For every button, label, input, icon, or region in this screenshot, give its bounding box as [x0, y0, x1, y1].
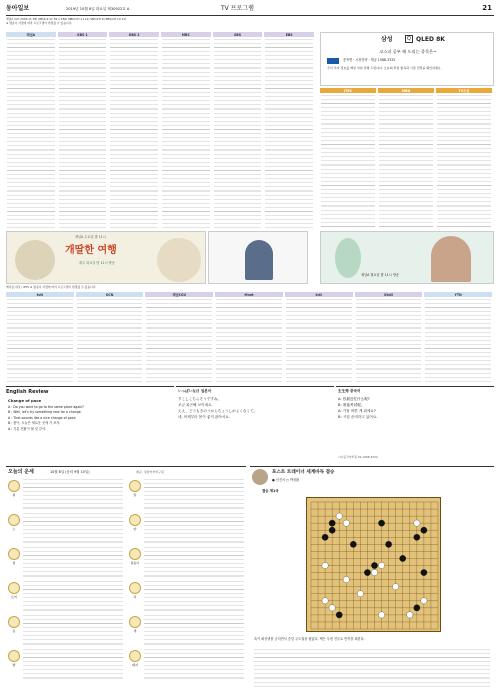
chinese-line: B: 시험 준비하고 있어요. [338, 415, 378, 420]
masthead [6, 4, 494, 16]
horoscope [6, 466, 246, 688]
zodiac-label: 닭 [133, 595, 137, 599]
black-stone [378, 520, 384, 526]
english-title: English Review [6, 389, 49, 395]
japanese-line: 조금 피곤해 보이네요. [178, 402, 213, 407]
cable-column-header: MBN [378, 88, 434, 93]
cable-column [320, 88, 376, 228]
tv-column-header: KBS 2 [109, 32, 159, 37]
cable-schedule-listing [437, 95, 491, 228]
baduk-title: 포스트 트레이너 세계바둑 결승 [272, 470, 335, 475]
zodiac-label: 말 [133, 493, 137, 497]
ad-logo-icon [327, 58, 339, 64]
white-stone [322, 562, 328, 568]
bottom-column [145, 292, 213, 384]
bottom-column-header: 채널CGV [145, 292, 213, 297]
zodiac-icon [8, 582, 20, 594]
bottom-column [6, 292, 74, 384]
chinese-line: A: 가장 바쁜 게 뭐예요? [338, 409, 376, 414]
samsung-ad [320, 32, 494, 86]
promo-caption: 채널A 수요일 밤 11시 [75, 235, 106, 239]
bottom-column-header: YTN [424, 292, 492, 297]
black-stone [414, 534, 420, 540]
english-line: A : Do you want to go to the same place again? [8, 404, 84, 409]
tv-column [213, 32, 263, 228]
tv-schedule-listing [7, 39, 55, 228]
bottom-schedule-listing [216, 299, 282, 384]
zodiac-label: 뱀 [12, 663, 16, 667]
zodiac-fortune-text [144, 649, 244, 680]
white-stone [414, 520, 420, 526]
zodiac-fortune-text [23, 547, 123, 578]
bottom-schedule-listing [146, 299, 212, 384]
bottom-column-header: tvN [6, 292, 74, 297]
bottom-schedule-listing [356, 299, 422, 384]
english-item: Change of pace [8, 397, 42, 403]
zodiac-icon [129, 616, 141, 628]
bottom-schedule-listing [286, 299, 352, 384]
white-stone [357, 591, 363, 597]
ad-brand: 삼성 [381, 36, 393, 43]
white-stone [343, 520, 349, 526]
chinese-footer: 시사중국어학원 02-1588-3234 [338, 455, 378, 460]
english-line: B : Well, let's try something new for a change. [8, 410, 82, 415]
tv-schedule-listing [265, 39, 313, 228]
zodiac-fortune-text [144, 513, 244, 544]
anchor-photo [431, 236, 471, 282]
bottom-schedule [6, 292, 494, 384]
english-line: B : 좋아, 오늘은 새로운 곳에 가 보자. [8, 421, 61, 426]
zodiac-fortune-text [144, 547, 244, 578]
ad-body: 주식 투자 정보를 매일 아침 전해 드립니다. 오늘의 추천 종목과 시장 전망을 확인하세요. [327, 66, 442, 70]
baduk-column [250, 466, 494, 688]
zodiac-icon [129, 548, 141, 560]
bottom-column [76, 292, 144, 384]
zodiac-fortune-text [144, 581, 244, 612]
tv-column-header: 채널A [6, 32, 56, 37]
baduk-players: ● 신진서 ○ 박정환 [272, 478, 300, 482]
promo-right [320, 231, 494, 284]
dog-illustration [157, 238, 201, 282]
zodiac-icon [129, 480, 141, 492]
zodiac-label: 쥐 [12, 493, 16, 497]
cable-schedule [320, 88, 494, 228]
japanese-line: 네, 어제부터 몸이 좋지 않아서요. [178, 415, 230, 420]
tv-column-header: KBS 1 [58, 32, 108, 37]
japanese-line: すこしこちらそうですね。 [178, 396, 222, 401]
black-stone [329, 520, 335, 526]
zodiac-icon [129, 650, 141, 662]
tv-column [264, 32, 314, 228]
zodiac-icon [8, 650, 20, 662]
japanese-line: ええ、どうもきのうからちょうしがよくなくて。 [178, 409, 258, 414]
section-title: TV 프로그램 [221, 5, 254, 12]
zodiac-label: 범 [12, 561, 16, 565]
page-number: 21 [482, 4, 492, 12]
cable-schedule-listing [379, 95, 433, 228]
zodiac-icon [129, 514, 141, 526]
black-stone [336, 612, 342, 618]
leaf-icon [335, 238, 361, 278]
cable-schedule-listing [321, 95, 375, 228]
black-stone [371, 562, 377, 568]
white-stone [371, 569, 377, 575]
issue-date: 2019년 10월 8일 화요일 제30922호 A [66, 7, 130, 11]
paper-name: 동아일보 [6, 5, 30, 12]
tv-schedule [6, 32, 316, 228]
bottom-schedule-listing [77, 299, 143, 384]
bottom-column-header: Mnet [215, 292, 283, 297]
bottom-ticker: 케이블·위성 / IPTV ※ 방송사 사정에 따라 프로그램이 변경될 수 있습니다. [6, 285, 97, 289]
zodiac-label: 개 [133, 629, 137, 633]
tv-schedule-listing [59, 39, 107, 228]
tv-column [161, 32, 211, 228]
host-photo [245, 240, 273, 280]
tv-column-header: MBC [161, 32, 211, 37]
baduk-game: 결승 제1국 [262, 489, 279, 493]
zodiac-fortune-text [23, 649, 123, 680]
white-stone [407, 612, 413, 618]
chinese-line: A: 你最近忙什么呢? [338, 396, 370, 401]
white-stone [378, 562, 384, 568]
zodiac-label: 돼지 [132, 663, 138, 667]
channel-ticker [6, 18, 494, 30]
bottom-schedule-listing [7, 299, 73, 384]
cable-column-header: TV조선 [436, 88, 492, 93]
black-stone [322, 534, 328, 540]
white-stone [322, 598, 328, 604]
zodiac-icon [129, 582, 141, 594]
zodiac-icon [8, 616, 20, 628]
zodiac-fortune-text [23, 615, 123, 646]
chinese-box [336, 386, 494, 462]
bottom-column-header: XtvN [355, 292, 423, 297]
white-stone [392, 583, 398, 589]
zodiac-fortune-text [23, 479, 123, 510]
zodiac-fortune-text [144, 479, 244, 510]
tv-column-header: EBS [264, 32, 314, 37]
baduk-article-body [254, 649, 490, 687]
horoscope-title: 오늘의 운세 [8, 469, 34, 475]
black-stone [421, 569, 427, 575]
bottom-column-header: tvN [285, 292, 353, 297]
cable-column [378, 88, 434, 228]
horoscope-date: 10월 8일 (음력 9월 10일) [50, 470, 90, 474]
black-stone [350, 541, 356, 547]
zodiac-icon [8, 480, 20, 492]
promo-right-caption: 채널A 월요일 밤 11시 방송 [361, 273, 400, 277]
bottom-column [285, 292, 353, 384]
black-stone [414, 605, 420, 611]
zodiac-label: 토끼 [11, 595, 17, 599]
black-stone [421, 527, 427, 533]
black-stone [385, 541, 391, 547]
white-stone [343, 576, 349, 582]
cable-column-header: JTBC [320, 88, 376, 93]
white-stone [329, 605, 335, 611]
bottom-column-header: OCN [76, 292, 144, 297]
bottom-schedule-listing [425, 299, 491, 384]
tv-schedule-listing [214, 39, 262, 228]
japanese-box [176, 386, 334, 462]
bottom-column [424, 292, 492, 384]
zodiac-label: 소 [12, 527, 16, 531]
english-review [6, 386, 174, 462]
ad-sub: 종목명 · 시장전략 · 제공 1588-3333 [343, 58, 396, 62]
bottom-column [215, 292, 283, 384]
chinese-line: B: 准备考试呢。 [338, 402, 365, 407]
tv-column [109, 32, 159, 228]
black-stone [364, 569, 370, 575]
zodiac-fortune-text [144, 615, 244, 646]
white-stone [421, 598, 427, 604]
zodiac-label: 용 [12, 629, 16, 633]
cable-column [436, 88, 492, 228]
people-illustration [15, 240, 55, 280]
black-stone [329, 527, 335, 533]
zodiac-label: 원숭이 [130, 561, 140, 565]
white-stone [378, 612, 384, 618]
tv-schedule-listing [162, 39, 210, 228]
q-logo-icon: Q [405, 35, 413, 43]
tv-schedule-listing [110, 39, 158, 228]
ad-product: QLED 8K [416, 36, 445, 43]
chinese-title: 生生秀 중국어 [338, 389, 361, 393]
go-board [306, 497, 441, 632]
zodiac-fortune-text [23, 513, 123, 544]
japanese-title: いっぱいな日 일본어 [178, 389, 212, 393]
bottom-column [355, 292, 423, 384]
baduk-caption: 흑이 좌상귀를 굳히면서 중앙 주도권을 잡았다. 백은 우변 전투로 반격을 꾀한다. [254, 637, 365, 641]
tv-column-header: SBS [213, 32, 263, 37]
ticker-line-1: 채널A (CH 2009·11·59) KBS1(9·11·59·1·189) MBC(CH 11·12) SBS(CH 6) EBS(CH 10·11) [6, 17, 127, 21]
zodiac-label: 양 [133, 527, 137, 531]
black-stone [400, 555, 406, 561]
white-stone [336, 513, 342, 519]
promo-subtitle: 매주 화요일 밤 11시 방송 [79, 261, 115, 265]
promo-banner [6, 231, 206, 284]
tv-column [58, 32, 108, 228]
ad-headline: 코스피 공부 해 드리는 종목은~ [379, 49, 437, 54]
english-line: A : 기분 전환이 될 것 같아. [8, 426, 47, 431]
player-photo [252, 469, 268, 485]
ticker-line-2: ※ 방송사 사정에 따라 프로그램이 변경될 수 있습니다. [6, 20, 73, 25]
promo-center [208, 231, 308, 284]
zodiac-fortune-text [23, 581, 123, 612]
horoscope-source: 제공: 정통역학연구원 [136, 470, 165, 474]
english-line: A : That sounds like a nice change of pace. [8, 415, 77, 420]
zodiac-icon [8, 548, 20, 560]
tv-column [6, 32, 56, 228]
zodiac-icon [8, 514, 20, 526]
promo-title: 개딸한 여행 [65, 245, 117, 256]
